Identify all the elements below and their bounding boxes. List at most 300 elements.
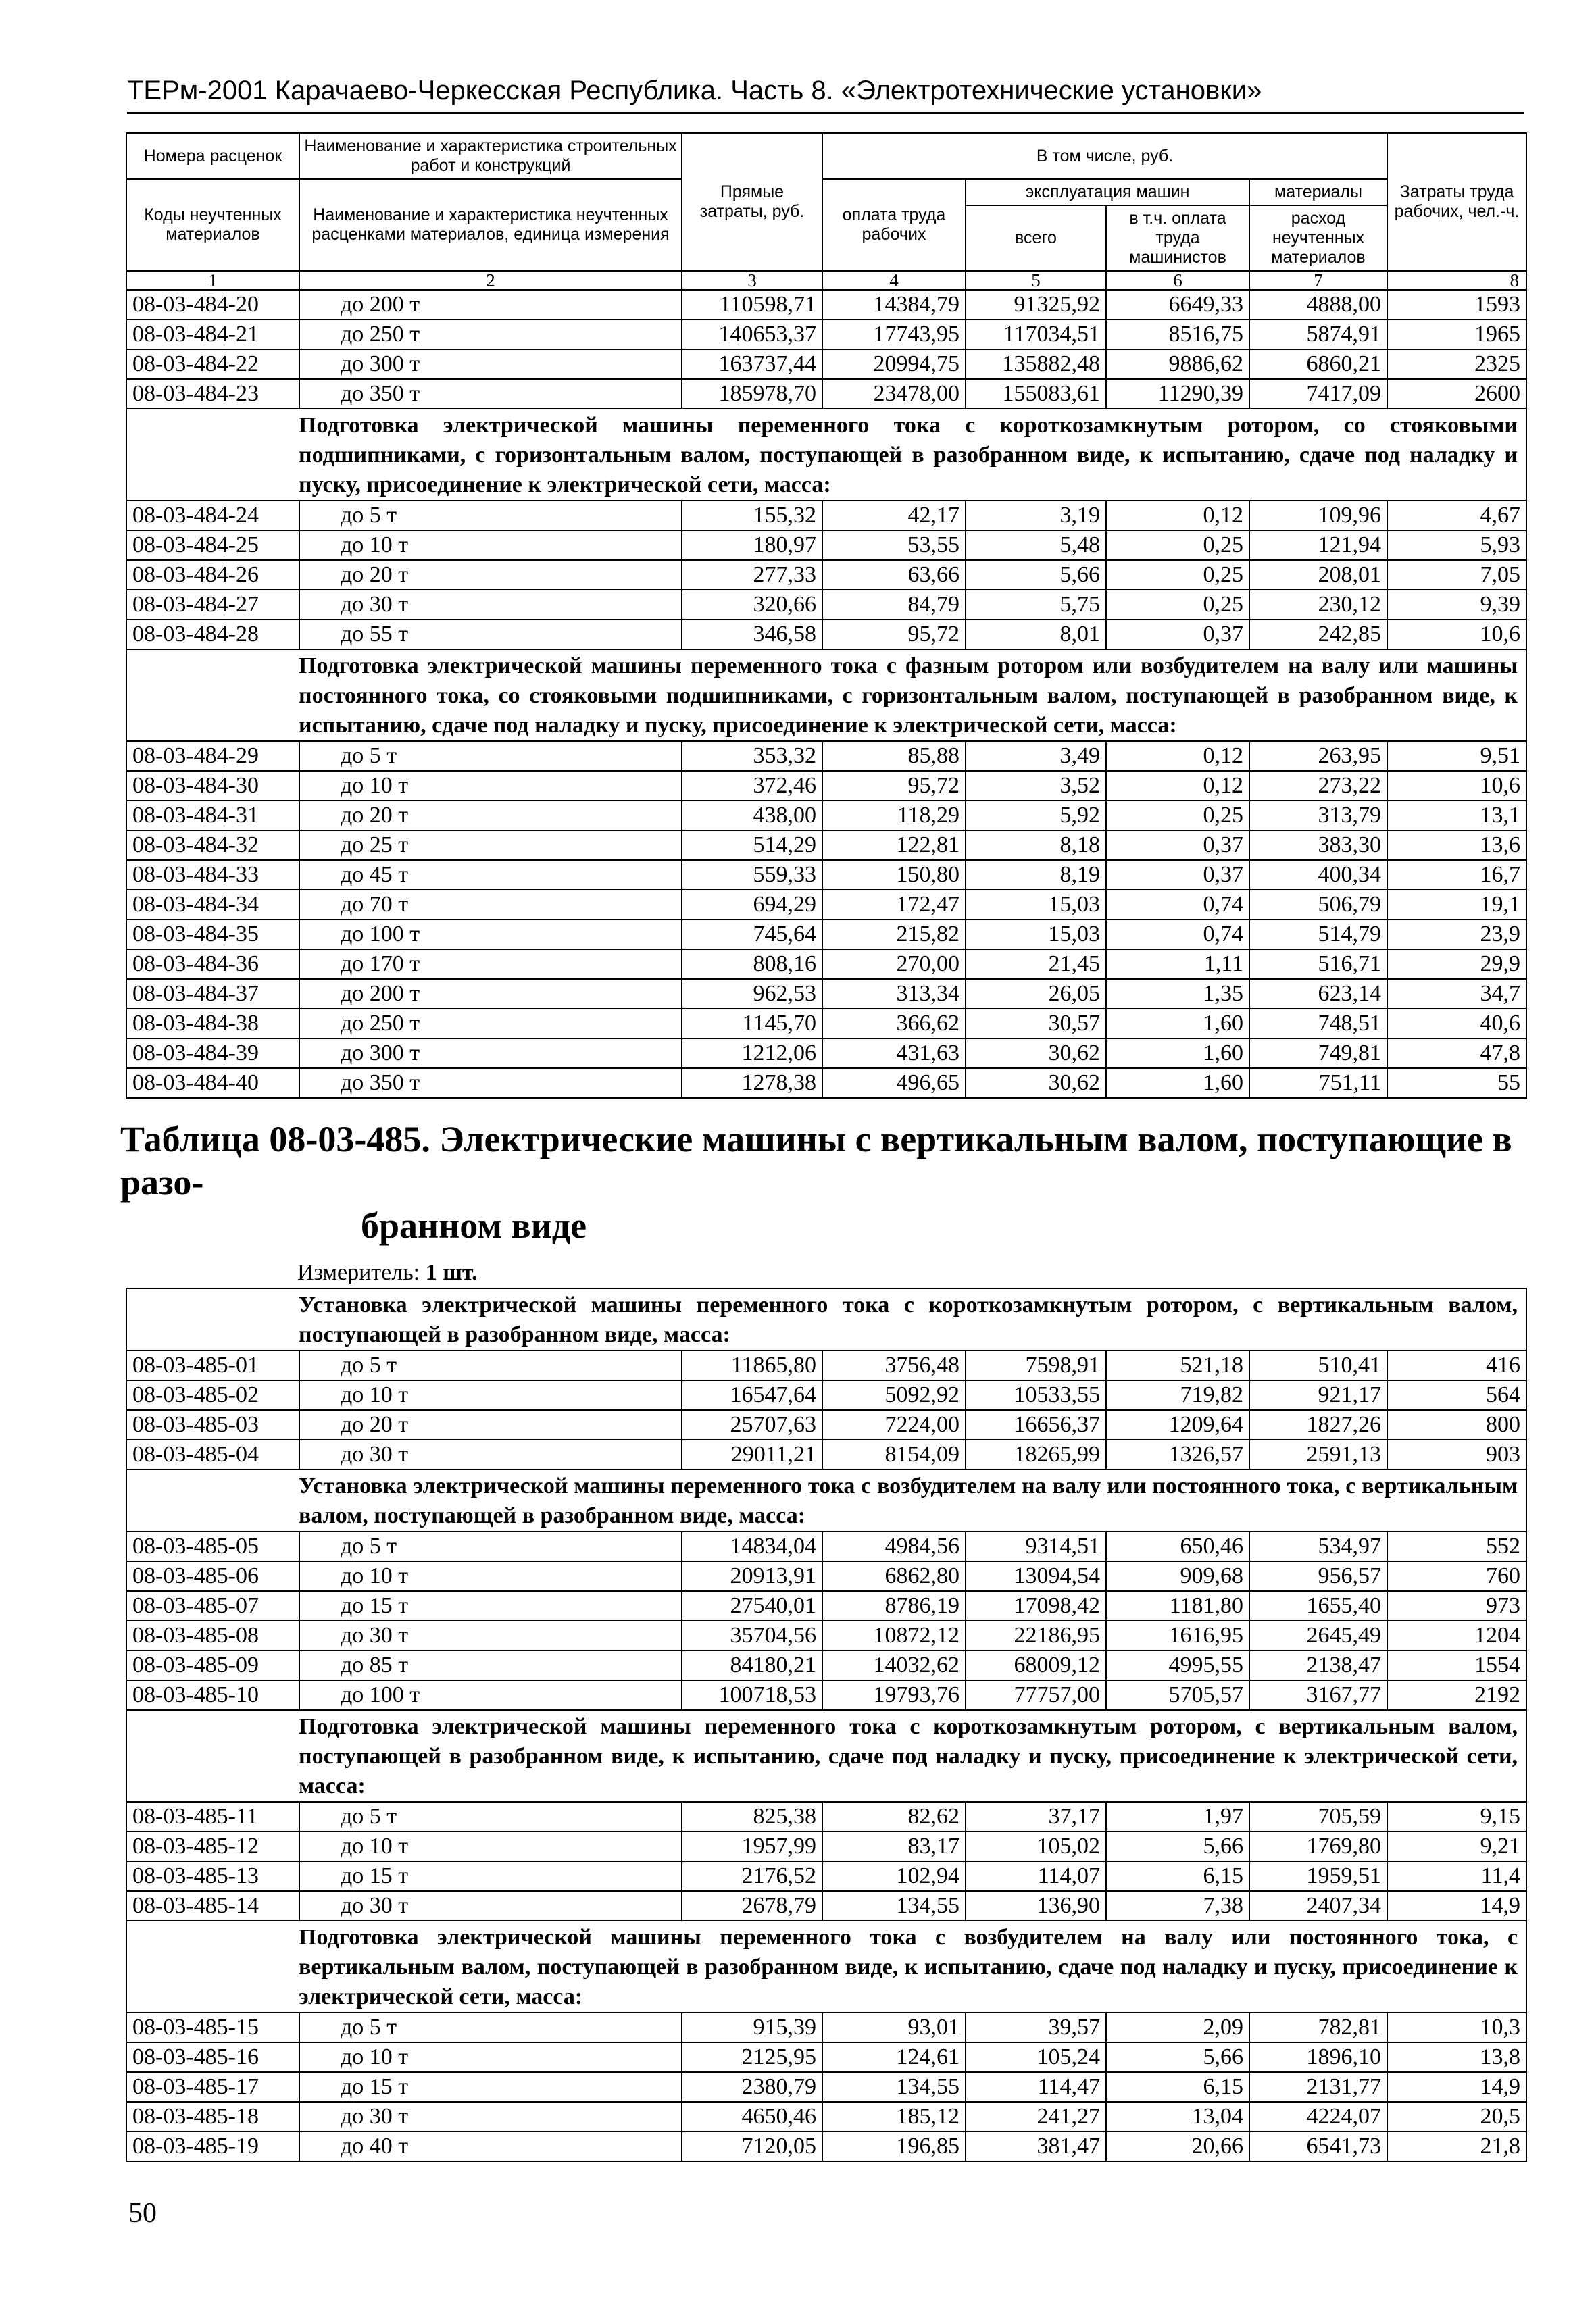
exploitation-header: эксплуатация машин — [966, 179, 1249, 205]
work-description: до 10 т — [299, 1561, 682, 1591]
machine-total: 135882,48 — [966, 349, 1106, 379]
machinist-pay: 0,12 — [1106, 771, 1249, 801]
table-row — [126, 1891, 1526, 1921]
labor-pay: 150,80 — [822, 860, 966, 890]
machinist-pay: 6,15 — [1106, 1861, 1249, 1891]
labor-hours: 7,05 — [1387, 560, 1526, 590]
rate-code: 08-03-484-20 — [126, 290, 299, 320]
rate-code: 08-03-485-01 — [126, 1351, 299, 1380]
machinist-pay: 0,25 — [1106, 560, 1249, 590]
materials-cost: 1655,40 — [1249, 1591, 1387, 1621]
col4-header: оплата труда рабочих — [822, 179, 966, 271]
row-group — [126, 501, 1526, 649]
table-row — [126, 2072, 1526, 2102]
labor-hours: 16,7 — [1387, 860, 1526, 890]
labor-hours: 1965 — [1387, 320, 1526, 349]
direct-cost: 1957,99 — [682, 1832, 822, 1861]
column-number: 2 — [299, 271, 682, 290]
materials-cost: 208,01 — [1249, 560, 1387, 590]
labor-pay: 14032,62 — [822, 1651, 966, 1680]
labor-hours: 11,4 — [1387, 1861, 1526, 1891]
work-description: до 15 т — [299, 2072, 682, 2102]
labor-hours: 903 — [1387, 1440, 1526, 1469]
work-description: до 200 т — [299, 979, 682, 1009]
machinist-pay: 1,60 — [1106, 1068, 1249, 1098]
direct-cost: 4650,46 — [682, 2102, 822, 2132]
rate-code: 08-03-485-07 — [126, 1591, 299, 1621]
direct-cost: 559,33 — [682, 860, 822, 890]
labor-hours: 34,7 — [1387, 979, 1526, 1009]
direct-cost: 25707,63 — [682, 1410, 822, 1440]
direct-cost: 1145,70 — [682, 1009, 822, 1038]
labor-hours: 5,93 — [1387, 530, 1526, 560]
unit-value: 1 шт. — [425, 1260, 478, 1285]
table-row — [126, 890, 1526, 920]
labor-pay: 496,65 — [822, 1068, 966, 1098]
materials-cost: 506,79 — [1249, 890, 1387, 920]
labor-hours: 55 — [1387, 1068, 1526, 1098]
direct-cost: 140653,37 — [682, 320, 822, 349]
machine-total: 8,18 — [966, 830, 1106, 860]
machine-total: 68009,12 — [966, 1651, 1106, 1680]
labor-pay: 3756,48 — [822, 1351, 966, 1380]
direct-cost: 808,16 — [682, 949, 822, 979]
machinist-pay: 909,68 — [1106, 1561, 1249, 1591]
row-group — [126, 1802, 1526, 1921]
machinist-pay: 6649,33 — [1106, 290, 1249, 320]
direct-cost: 825,38 — [682, 1802, 822, 1832]
machine-total: 15,03 — [966, 890, 1106, 920]
materials-cost: 383,30 — [1249, 830, 1387, 860]
work-description: до 5 т — [299, 2013, 682, 2042]
rate-code: 08-03-484-26 — [126, 560, 299, 590]
labor-hours: 2192 — [1387, 1680, 1526, 1710]
section-row — [126, 649, 1526, 741]
labor-hours: 10,6 — [1387, 620, 1526, 649]
machine-total: 8,19 — [966, 860, 1106, 890]
rate-code: 08-03-485-02 — [126, 1380, 299, 1410]
machine-total: 16656,37 — [966, 1410, 1106, 1440]
machinist-pay: 1326,57 — [1106, 1440, 1249, 1469]
machinist-pay: 1181,80 — [1106, 1591, 1249, 1621]
rate-code: 08-03-485-08 — [126, 1621, 299, 1651]
materials-cost: 534,97 — [1249, 1532, 1387, 1561]
materials-cost: 623,14 — [1249, 979, 1387, 1009]
in-total-header: В том числе, руб. — [822, 133, 1387, 179]
machinist-pay: 5,66 — [1106, 2042, 1249, 2072]
work-description: до 100 т — [299, 920, 682, 949]
work-description: до 10 т — [299, 2042, 682, 2072]
labor-hours: 14,9 — [1387, 1891, 1526, 1921]
machine-total: 155083,61 — [966, 379, 1106, 409]
materials-cost: 514,79 — [1249, 920, 1387, 949]
direct-cost: 694,29 — [682, 890, 822, 920]
materials-cost: 956,57 — [1249, 1561, 1387, 1591]
machinist-pay: 5705,57 — [1106, 1680, 1249, 1710]
machinist-pay: 0,37 — [1106, 620, 1249, 649]
direct-cost: 745,64 — [682, 920, 822, 949]
col2-header-top: Наименование и характеристика строительных работ и конструкций — [299, 133, 682, 179]
rate-code: 08-03-485-15 — [126, 2013, 299, 2042]
materials-cost: 4888,00 — [1249, 290, 1387, 320]
direct-cost: 16547,64 — [682, 1380, 822, 1410]
rate-code: 08-03-484-40 — [126, 1068, 299, 1098]
work-description: до 250 т — [299, 320, 682, 349]
materials-cost: 2645,49 — [1249, 1621, 1387, 1651]
labor-hours: 760 — [1387, 1561, 1526, 1591]
table-485-title — [120, 1099, 1526, 1258]
section-heading-group — [126, 1921, 1526, 2013]
labor-pay: 95,72 — [822, 771, 966, 801]
table-row — [126, 290, 1526, 320]
labor-pay: 95,72 — [822, 620, 966, 649]
table-row — [126, 349, 1526, 379]
machinist-pay: 0,25 — [1106, 590, 1249, 620]
work-description: до 10 т — [299, 1380, 682, 1410]
direct-cost: 163737,44 — [682, 349, 822, 379]
section-heading: Подготовка электрической машины переменного тока с возбудителем на валу или постоянного тока, с вертикальным валом, поступающей в разобранном виде, к испытанию, сдаче под наладку и пуску, присоединение к электрической сети, масса: — [126, 1921, 1526, 2013]
rate-code: 08-03-485-12 — [126, 1832, 299, 1861]
rate-code: 08-03-484-23 — [126, 379, 299, 409]
labor-hours: 4,67 — [1387, 501, 1526, 530]
machine-total: 13094,54 — [966, 1561, 1106, 1591]
work-description: до 55 т — [299, 620, 682, 649]
rate-code: 08-03-484-22 — [126, 349, 299, 379]
labor-pay: 7224,00 — [822, 1410, 966, 1440]
section-row — [126, 1288, 1526, 1351]
machine-total: 17098,42 — [966, 1591, 1106, 1621]
labor-hours: 2325 — [1387, 349, 1526, 379]
rate-code: 08-03-484-35 — [126, 920, 299, 949]
materials-cost: 5874,91 — [1249, 320, 1387, 349]
column-number-row — [126, 271, 1526, 290]
labor-pay: 93,01 — [822, 2013, 966, 2042]
direct-cost: 27540,01 — [682, 1591, 822, 1621]
section-row — [126, 409, 1526, 501]
rate-code: 08-03-484-31 — [126, 801, 299, 830]
machinist-pay: 5,66 — [1106, 1832, 1249, 1861]
labor-pay: 313,34 — [822, 979, 966, 1009]
direct-cost: 514,29 — [682, 830, 822, 860]
direct-cost: 2125,95 — [682, 2042, 822, 2072]
labor-hours: 9,15 — [1387, 1802, 1526, 1832]
machinist-pay: 1,60 — [1106, 1038, 1249, 1068]
rate-code: 08-03-484-27 — [126, 590, 299, 620]
table-row — [126, 501, 1526, 530]
unit-label: Измеритель: — [297, 1260, 426, 1285]
table-title-line: бранном виде — [361, 1205, 587, 1246]
table-row — [126, 2102, 1526, 2132]
row-group — [126, 1351, 1526, 1469]
labor-pay: 134,55 — [822, 2072, 966, 2102]
section-heading: Установка электрической машины переменного тока с короткозамкнутым ротором, с вертикальным валом, поступающей в разобранном виде, масса: — [126, 1288, 1526, 1351]
machine-total: 30,57 — [966, 1009, 1106, 1038]
rate-code: 08-03-484-21 — [126, 320, 299, 349]
labor-hours: 19,1 — [1387, 890, 1526, 920]
work-description: до 30 т — [299, 2102, 682, 2132]
machine-total: 114,47 — [966, 2072, 1106, 2102]
materials-cost: 2131,77 — [1249, 2072, 1387, 2102]
unit-line — [126, 1258, 1526, 1289]
rate-code: 08-03-484-34 — [126, 890, 299, 920]
row-group — [126, 1532, 1526, 1710]
column-number: 7 — [1249, 271, 1387, 290]
table-row — [126, 1561, 1526, 1591]
machine-total: 105,02 — [966, 1832, 1106, 1861]
work-description: до 10 т — [299, 1832, 682, 1861]
table-row — [126, 771, 1526, 801]
labor-pay: 6862,80 — [822, 1561, 966, 1591]
work-description: до 30 т — [299, 1621, 682, 1651]
direct-cost: 155,32 — [682, 501, 822, 530]
machine-total: 39,57 — [966, 2013, 1106, 2042]
table-row — [126, 801, 1526, 830]
materials-cost: 1896,10 — [1249, 2042, 1387, 2072]
work-description: до 250 т — [299, 1009, 682, 1038]
labor-hours: 10,3 — [1387, 2013, 1526, 2042]
machine-total: 9314,51 — [966, 1532, 1106, 1561]
direct-cost: 100718,53 — [682, 1680, 822, 1710]
labor-pay: 23478,00 — [822, 379, 966, 409]
machinist-pay: 521,18 — [1106, 1351, 1249, 1380]
rate-code: 08-03-485-10 — [126, 1680, 299, 1710]
labor-hours: 20,5 — [1387, 2102, 1526, 2132]
machine-total: 241,27 — [966, 2102, 1106, 2132]
work-description: до 20 т — [299, 801, 682, 830]
direct-cost: 2380,79 — [682, 2072, 822, 2102]
labor-hours: 416 — [1387, 1351, 1526, 1380]
rate-code: 08-03-485-03 — [126, 1410, 299, 1440]
work-description: до 20 т — [299, 1410, 682, 1440]
labor-pay: 5092,92 — [822, 1380, 966, 1410]
materials-cost: 921,17 — [1249, 1380, 1387, 1410]
column-number: 6 — [1106, 271, 1249, 290]
machine-total: 8,01 — [966, 620, 1106, 649]
table-row — [126, 1651, 1526, 1680]
work-description: до 5 т — [299, 1532, 682, 1561]
materials-cost: 6541,73 — [1249, 2132, 1387, 2161]
machine-total: 77757,00 — [966, 1680, 1106, 1710]
rate-code: 08-03-484-30 — [126, 771, 299, 801]
direct-cost: 2176,52 — [682, 1861, 822, 1891]
section-row — [126, 1710, 1526, 1802]
table-title-line: Таблица 08-03-485. Электрические машины с вертикальным валом, поступающие в разо- — [120, 1119, 1512, 1203]
row-group — [126, 290, 1526, 409]
section-heading-group — [126, 1710, 1526, 1802]
labor-hours: 9,39 — [1387, 590, 1526, 620]
work-description: до 45 т — [299, 860, 682, 890]
machinist-pay: 8516,75 — [1106, 320, 1249, 349]
machine-total: 3,52 — [966, 771, 1106, 801]
materials-cost: 2591,13 — [1249, 1440, 1387, 1469]
table-row — [126, 920, 1526, 949]
direct-cost: 438,00 — [682, 801, 822, 830]
labor-pay: 172,47 — [822, 890, 966, 920]
labor-hours: 552 — [1387, 1532, 1526, 1561]
work-description: до 350 т — [299, 1068, 682, 1098]
materials-cost: 748,51 — [1249, 1009, 1387, 1038]
col2-header-bottom: Наименование и характеристика неучтенных расценками материалов, единица измерения — [299, 179, 682, 271]
work-description: до 300 т — [299, 349, 682, 379]
machine-total: 3,49 — [966, 741, 1106, 771]
rate-code: 08-03-484-24 — [126, 501, 299, 530]
section-heading-group — [126, 1288, 1526, 1351]
table-row — [126, 379, 1526, 409]
labor-pay: 4984,56 — [822, 1532, 966, 1561]
materials-cost: 109,96 — [1249, 501, 1387, 530]
section-row — [126, 1921, 1526, 2013]
table-row — [126, 1009, 1526, 1038]
work-description: до 200 т — [299, 290, 682, 320]
materials-cost: 121,94 — [1249, 530, 1387, 560]
section-row — [126, 1469, 1526, 1532]
labor-hours: 9,51 — [1387, 741, 1526, 771]
table-row — [126, 1591, 1526, 1621]
labor-pay: 118,29 — [822, 801, 966, 830]
direct-cost: 7120,05 — [682, 2132, 822, 2161]
table-row — [126, 1802, 1526, 1832]
labor-pay: 185,12 — [822, 2102, 966, 2132]
materials-cost: 2407,34 — [1249, 1891, 1387, 1921]
materials-cost: 2138,47 — [1249, 1651, 1387, 1680]
labor-hours: 29,9 — [1387, 949, 1526, 979]
section-heading: Подготовка электрической машины переменного тока с короткозамкнутым ротором, со стояковыми подшипниками, с горизонтальным валом, поступающей в разобранном виде, к испытанию, сдаче под наладку и пуску, присоединение к электрической сети, масса: — [126, 409, 1526, 501]
direct-cost: 1212,06 — [682, 1038, 822, 1068]
work-description: до 5 т — [299, 501, 682, 530]
labor-pay: 122,81 — [822, 830, 966, 860]
table-row — [126, 590, 1526, 620]
machine-total: 5,48 — [966, 530, 1106, 560]
work-description: до 15 т — [299, 1591, 682, 1621]
work-description: до 5 т — [299, 1351, 682, 1380]
work-description: до 10 т — [299, 771, 682, 801]
machinist-pay: 1616,95 — [1106, 1621, 1249, 1651]
materials-cost: 242,85 — [1249, 620, 1387, 649]
materials-cost: 1827,26 — [1249, 1410, 1387, 1440]
rate-code: 08-03-485-14 — [126, 1891, 299, 1921]
materials-header: материалы — [1249, 179, 1387, 205]
machinist-pay: 0,12 — [1106, 501, 1249, 530]
rate-code: 08-03-484-33 — [126, 860, 299, 890]
rate-code: 08-03-485-04 — [126, 1440, 299, 1469]
machinist-pay: 650,46 — [1106, 1532, 1249, 1561]
table-row — [126, 1532, 1526, 1561]
work-description: до 10 т — [299, 530, 682, 560]
labor-hours: 1554 — [1387, 1651, 1526, 1680]
labor-pay: 17743,95 — [822, 320, 966, 349]
labor-pay: 366,62 — [822, 1009, 966, 1038]
rate-code: 08-03-484-25 — [126, 530, 299, 560]
direct-cost: 84180,21 — [682, 1651, 822, 1680]
rate-code: 08-03-485-09 — [126, 1651, 299, 1680]
table-row — [126, 1380, 1526, 1410]
labor-hours: 1593 — [1387, 290, 1526, 320]
col5-header: всего — [966, 205, 1106, 271]
work-description: до 300 т — [299, 1038, 682, 1068]
rate-code: 08-03-485-16 — [126, 2042, 299, 2072]
machine-total: 91325,92 — [966, 290, 1106, 320]
machine-total: 15,03 — [966, 920, 1106, 949]
labor-pay: 215,82 — [822, 920, 966, 949]
materials-cost: 1769,80 — [1249, 1832, 1387, 1861]
column-number: 8 — [1387, 271, 1526, 290]
rate-code: 08-03-484-28 — [126, 620, 299, 649]
labor-pay: 42,17 — [822, 501, 966, 530]
col1-header-bottom: Коды неучтенных материалов — [126, 179, 299, 271]
materials-cost: 263,95 — [1249, 741, 1387, 771]
rate-code: 08-03-485-11 — [126, 1802, 299, 1832]
machinist-pay: 1,97 — [1106, 1802, 1249, 1832]
row-group — [126, 2013, 1526, 2161]
work-description: до 25 т — [299, 830, 682, 860]
labor-hours: 40,6 — [1387, 1009, 1526, 1038]
section-heading: Подготовка электрической машины переменного тока с фазным ротором или возбудителем на валу или машины постоянного тока, со стояковыми подшипниками, с горизонтальным валом, поступающей в разобранном виде, к испытанию, сдаче под наладку и пуску, присоединение к электрической сети, масса: — [126, 649, 1526, 741]
rate-code: 08-03-484-29 — [126, 741, 299, 771]
table-row — [126, 1351, 1526, 1380]
machine-total: 22186,95 — [966, 1621, 1106, 1651]
work-description: до 15 т — [299, 1861, 682, 1891]
section-heading: Установка электрической машины переменного тока с возбудителем на валу или постоянного тока, с вертикальным валом, поступающей в разобранном виде, масса: — [126, 1469, 1526, 1532]
machinist-pay: 4995,55 — [1106, 1651, 1249, 1680]
machine-total: 136,90 — [966, 1891, 1106, 1921]
work-description: до 170 т — [299, 949, 682, 979]
labor-hours: 564 — [1387, 1380, 1526, 1410]
machinist-pay: 1209,64 — [1106, 1410, 1249, 1440]
labor-pay: 431,63 — [822, 1038, 966, 1068]
table-row — [126, 949, 1526, 979]
materials-cost: 782,81 — [1249, 2013, 1387, 2042]
rates-table-484 — [126, 132, 1527, 1099]
materials-cost: 313,79 — [1249, 801, 1387, 830]
section-heading-group — [126, 1469, 1526, 1532]
header-row — [126, 179, 1526, 205]
machinist-pay: 0,37 — [1106, 830, 1249, 860]
machinist-pay: 719,82 — [1106, 1380, 1249, 1410]
materials-cost: 400,34 — [1249, 860, 1387, 890]
table-row — [126, 830, 1526, 860]
labor-hours: 13,8 — [1387, 2042, 1526, 2072]
machinist-pay: 0,74 — [1106, 890, 1249, 920]
table-row — [126, 320, 1526, 349]
materials-cost: 751,11 — [1249, 1068, 1387, 1098]
col7-header: расход неучтенных материалов — [1249, 205, 1387, 271]
table-row — [126, 620, 1526, 649]
direct-cost: 277,33 — [682, 560, 822, 590]
machine-total: 30,62 — [966, 1038, 1106, 1068]
work-description: до 30 т — [299, 1440, 682, 1469]
table-row — [126, 2013, 1526, 2042]
machine-total: 114,07 — [966, 1861, 1106, 1891]
row-group — [126, 741, 1526, 1098]
direct-cost: 29011,21 — [682, 1440, 822, 1469]
col3-header: Прямые затраты, руб. — [682, 133, 822, 271]
rate-code: 08-03-484-38 — [126, 1009, 299, 1038]
table-row — [126, 979, 1526, 1009]
rate-code: 08-03-485-18 — [126, 2102, 299, 2132]
labor-pay: 8786,19 — [822, 1591, 966, 1621]
table-row — [126, 530, 1526, 560]
machinist-pay: 0,74 — [1106, 920, 1249, 949]
work-description: до 5 т — [299, 741, 682, 771]
machinist-pay: 1,60 — [1106, 1009, 1249, 1038]
labor-pay: 82,62 — [822, 1802, 966, 1832]
direct-cost: 372,46 — [682, 771, 822, 801]
table-row — [126, 860, 1526, 890]
rate-code: 08-03-485-13 — [126, 1861, 299, 1891]
table-row — [126, 1680, 1526, 1710]
rates-table-485 — [126, 1288, 1527, 2162]
machinist-pay: 0,37 — [1106, 860, 1249, 890]
